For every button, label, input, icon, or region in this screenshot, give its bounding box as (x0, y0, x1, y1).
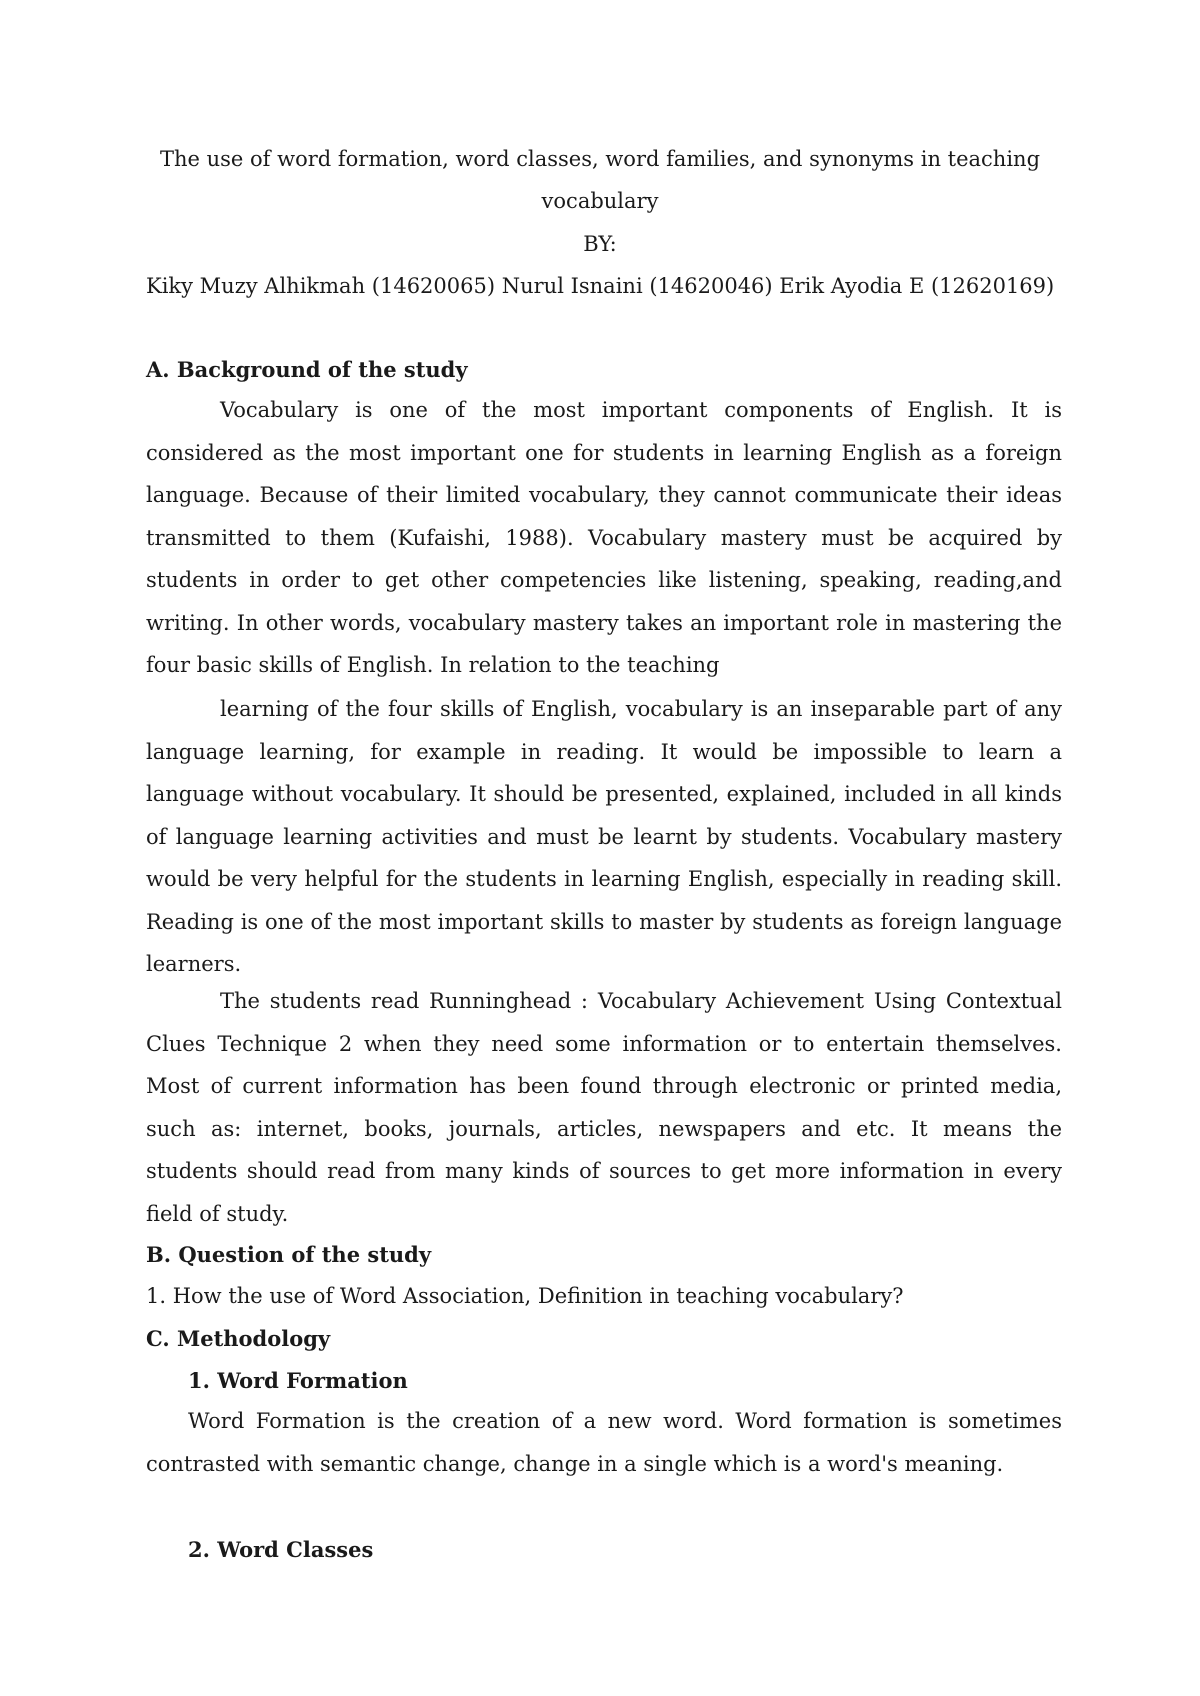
background-paragraph-1 (146, 389, 1062, 687)
document-title-line-1: The use of word formation, word classes, word families, and synonyms in teaching (159, 147, 1041, 171)
word-classes-heading: 2. Word Classes (188, 1537, 374, 1562)
author-list: Kiky Muzy Alhikmah (14620065) Nurul Isnaini (14620046) Erik Ayodia E (12620169) (146, 274, 1055, 298)
research-question: 1. How the use of Word Association, Definition in teaching vocabulary? (146, 1284, 904, 1308)
section-a-heading: A. Background of the study (146, 357, 468, 382)
background-paragraph-3-text: The students read Runninghead : Vocabulary Achievement Using Contextual Clues Technique 2 when they need some information or to entertain themselves. Most of current information has been found through electronic or printed media, such as: internet, books, journals, articles, newspapers and etc. It means the students should read from many kinds of sources to get more information in every field of study. (146, 989, 1062, 1226)
background-paragraph-2-text: learning of the four skills of English, vocabulary is an inseparable part of any language learning, for example in reading. It would be impossible to learn a language without vocabulary. It should be presented, explained, included in all kinds of language learning activities and must be learnt by students. Vocabulary mastery would be very helpful for the students in learning English, especially in reading skill. Reading is one of the most important skills to master by students as foreign language learners. (146, 697, 1062, 976)
word-formation-paragraph: Word Formation is the creation of a new word. Word formation is sometimes contrasted with semantic change, change in a single which is a word's meaning. (146, 1409, 1062, 1476)
background-paragraph-3 (146, 980, 1062, 1235)
section-b-heading: B. Question of the study (146, 1242, 432, 1267)
background-paragraph-2 (146, 688, 1062, 986)
section-c-heading: C. Methodology (146, 1326, 331, 1351)
by-label: BY: (583, 232, 617, 256)
background-paragraph-1-text: Vocabulary is one of the most important components of English. It is considered as the most important one for students in learning English as a foreign language. Because of their limited vocabulary, they cannot communicate their ideas transmitted to them (Kufaishi, 1988). Vocabulary mastery must be acquired by students in order to get other competencies like listening, speaking, reading,and writing. In other words, vocabulary mastery takes an important role in mastering the four basic skills of English. In relation to the teaching (146, 398, 1062, 677)
word-formation-heading: 1. Word Formation (188, 1368, 408, 1393)
document-title-line-2: vocabulary (541, 189, 659, 213)
